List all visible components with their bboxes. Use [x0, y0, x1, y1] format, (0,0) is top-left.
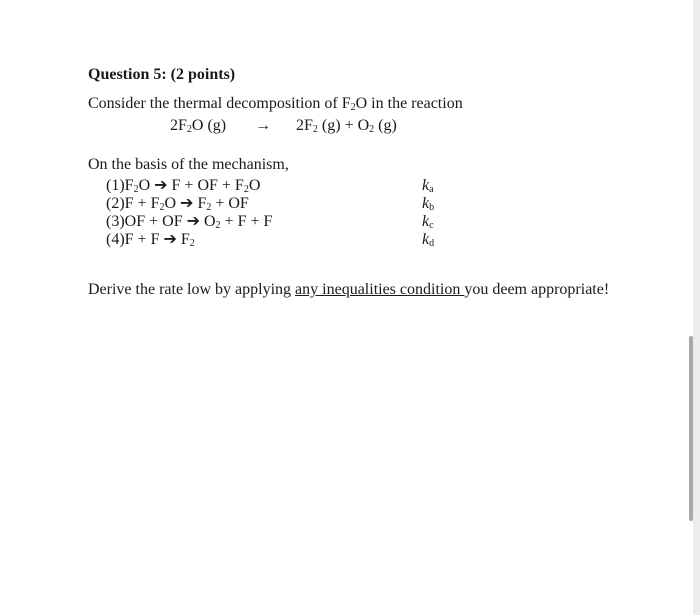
- subscript: 2: [350, 102, 356, 113]
- subscript: 2: [189, 238, 195, 249]
- subscript: 2: [159, 202, 165, 213]
- subscript: 2: [206, 202, 212, 213]
- overall-reactants: [170, 117, 226, 135]
- text-segment: (g): [374, 117, 397, 134]
- text-segment: + OF: [211, 195, 249, 212]
- mechanism-step-1: [106, 177, 260, 195]
- rate-constant-a: [422, 177, 434, 195]
- text-segment: (1)F: [106, 177, 134, 194]
- overall-products: [296, 117, 397, 135]
- text-segment: k: [422, 231, 430, 248]
- intro-text: [88, 95, 463, 113]
- subscript: a: [429, 184, 434, 195]
- instruction-before: Derive the rate low by applying: [88, 281, 296, 298]
- text-segment: O (g): [191, 117, 227, 134]
- text-segment: + F + F: [220, 213, 273, 230]
- mechanism-step-3: [106, 213, 272, 231]
- rate-constant-b: [422, 195, 434, 213]
- text-segment: k: [422, 177, 430, 194]
- text-segment: k: [422, 213, 430, 230]
- subscript: 2: [186, 124, 192, 135]
- subscript: b: [429, 202, 435, 213]
- subscript: 2: [243, 184, 249, 195]
- text-segment: O ➔ F: [164, 195, 207, 212]
- text-segment: k: [422, 195, 430, 212]
- text-segment: O: [248, 177, 261, 194]
- mechanism-step-4: [106, 231, 195, 249]
- subscript: 2: [133, 184, 139, 195]
- rate-constant-c: [422, 213, 434, 231]
- subscript: 2: [369, 124, 375, 135]
- subscript: c: [429, 220, 434, 231]
- question-title: Question 5: (2 points): [88, 66, 236, 83]
- text-segment: 2F: [296, 117, 313, 134]
- text-segment: O in the reaction: [355, 95, 463, 112]
- subscript: d: [429, 238, 435, 249]
- instruction-underlined: any inequalities condition: [295, 281, 465, 298]
- text-segment: Consider the thermal decomposition of F: [88, 95, 351, 112]
- page-edge: [693, 0, 700, 615]
- subscript: 2: [215, 220, 221, 231]
- subscript: 2: [312, 124, 318, 135]
- scrollbar[interactable]: [689, 336, 693, 521]
- instruction-after: you deem appropriate!: [464, 281, 610, 298]
- text-segment: (4)F + F ➔ F: [106, 231, 190, 248]
- rate-constant-d: [422, 231, 434, 249]
- mechanism-step-2: [106, 195, 249, 213]
- text-segment: (2)F + F: [106, 195, 160, 212]
- reaction-arrow: →: [255, 117, 271, 134]
- text-segment: (g) + O: [317, 117, 370, 134]
- instruction-text: [88, 281, 609, 299]
- text-segment: O ➔ F + OF + F: [138, 177, 244, 194]
- mechanism-intro: On the basis of the mechanism,: [88, 156, 289, 173]
- text-segment: (3)OF + OF ➔ O: [106, 213, 216, 230]
- text-segment: 2F: [170, 117, 187, 134]
